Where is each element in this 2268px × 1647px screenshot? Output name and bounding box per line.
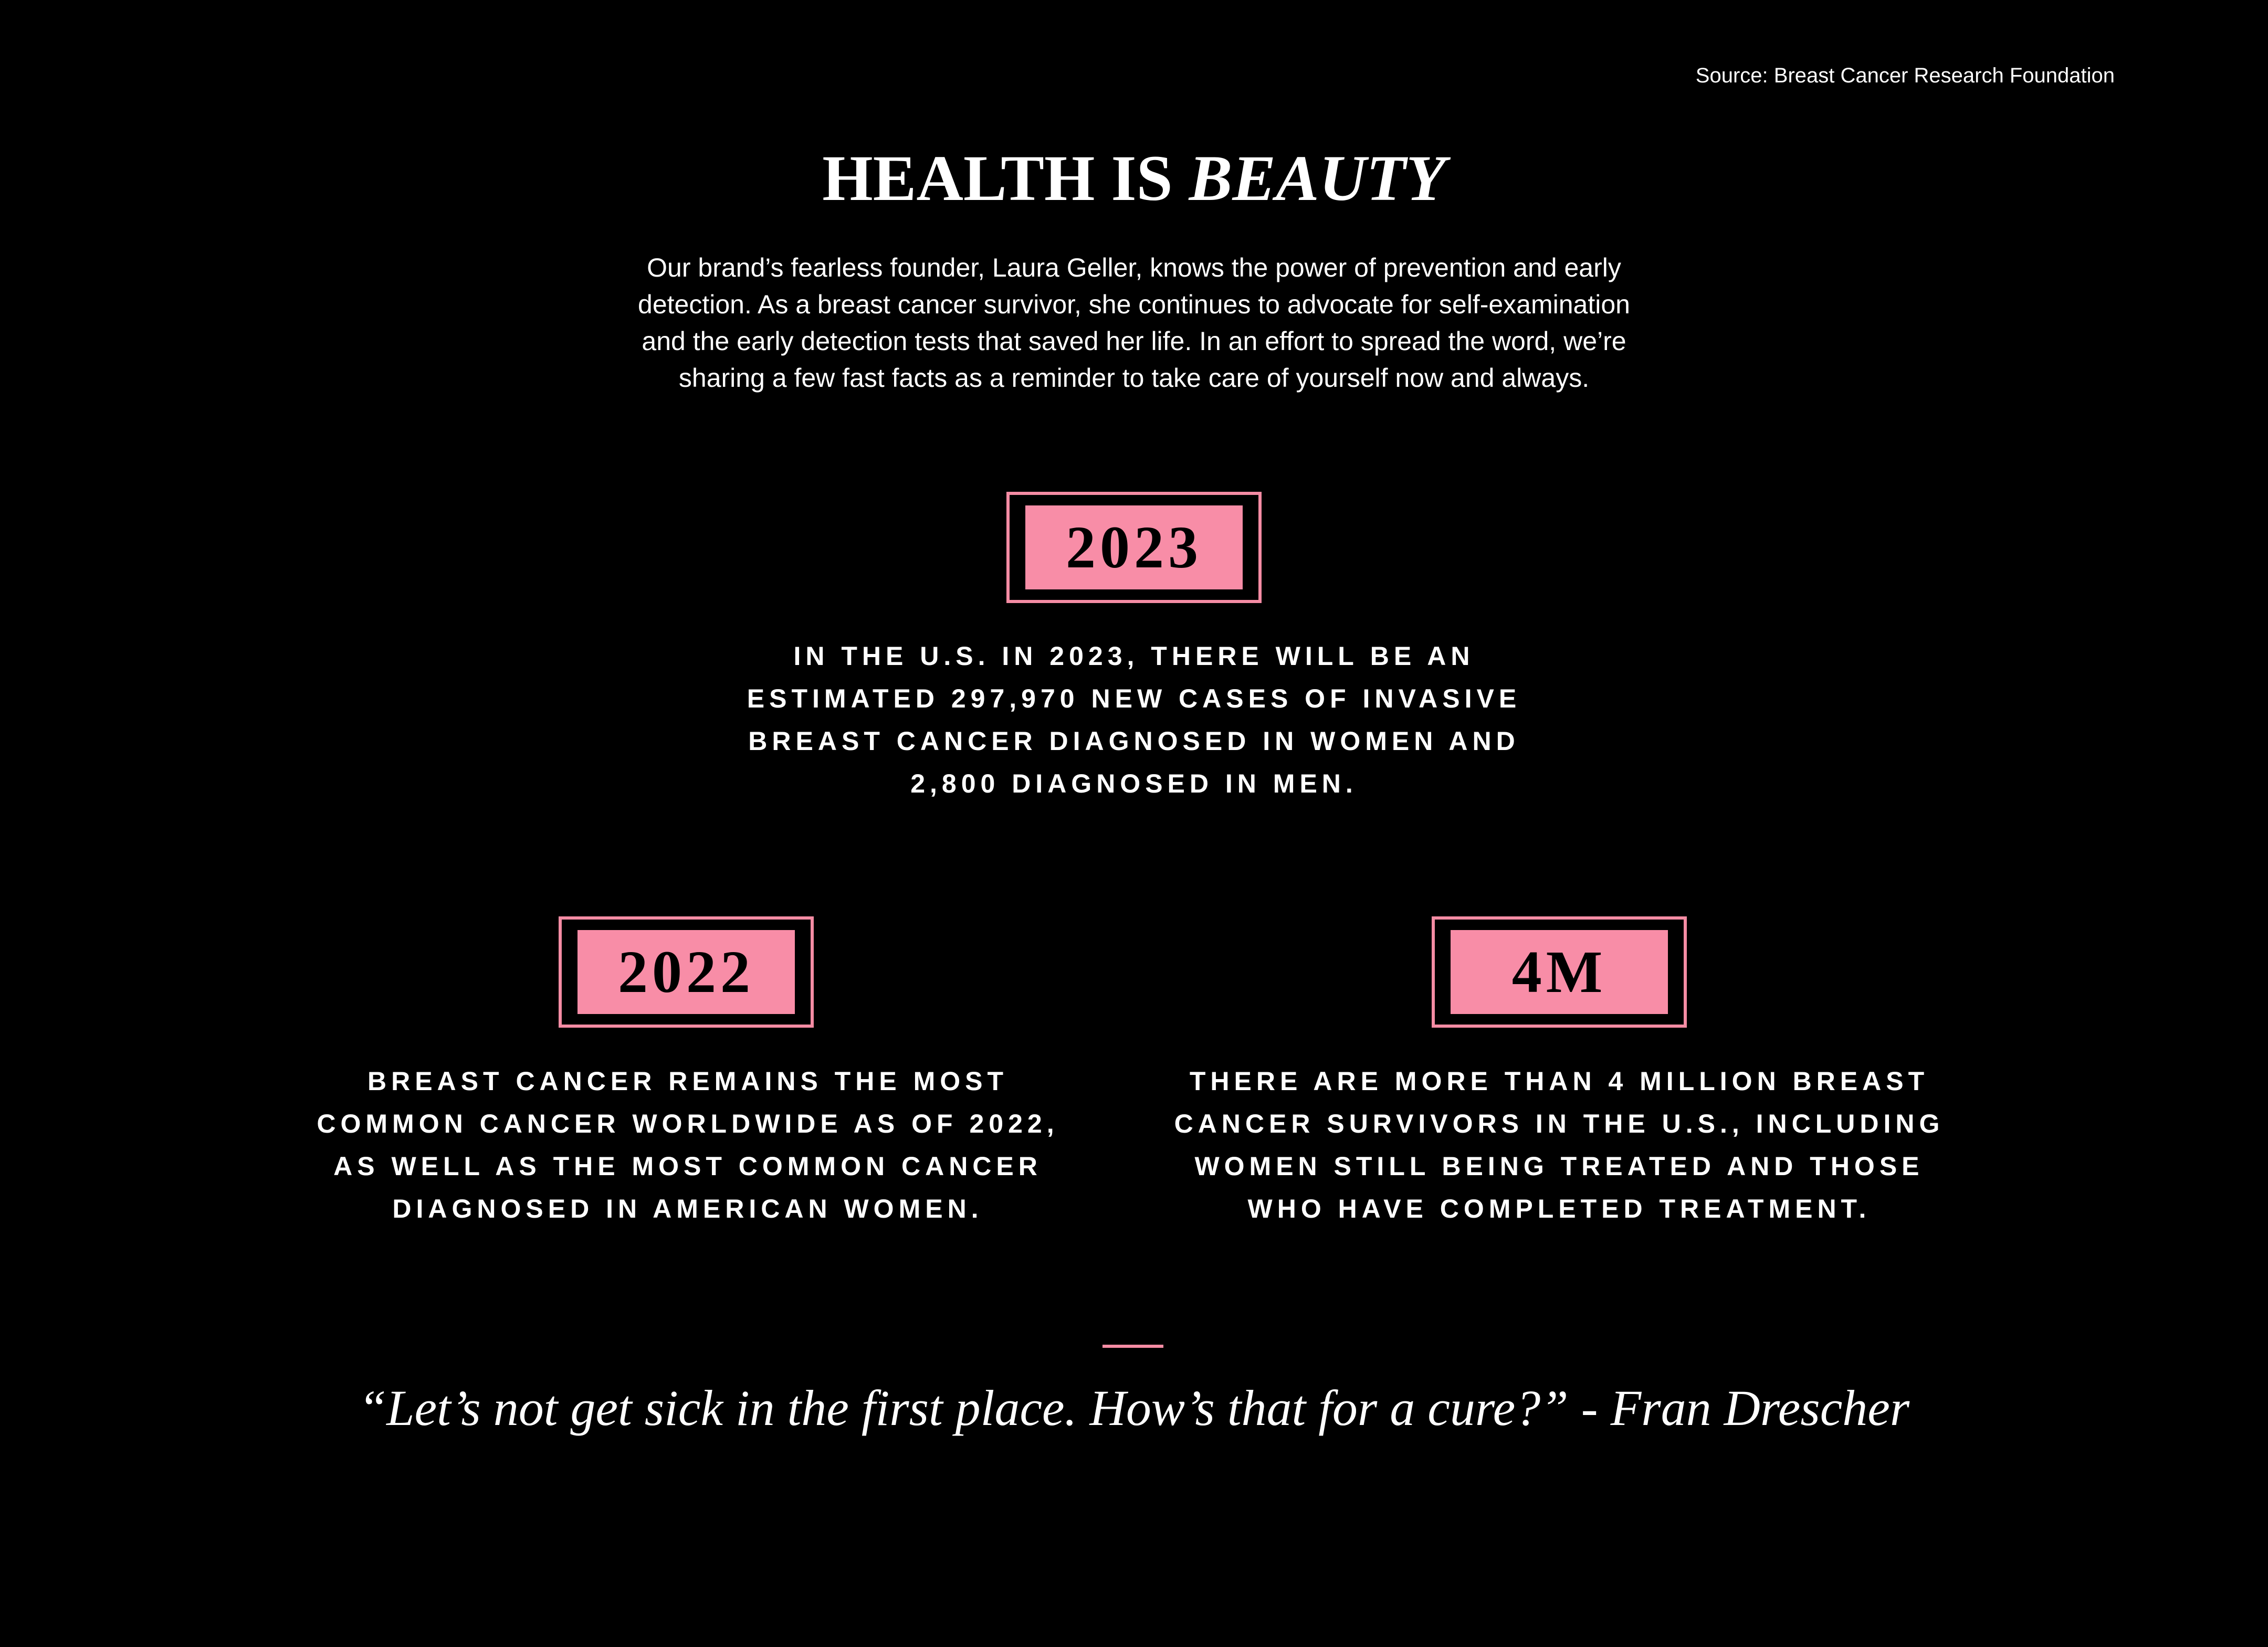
badge-fill	[1025, 505, 1243, 589]
page-title	[0, 142, 2268, 215]
source-credit: Source: Breast Cancer Research Foundation	[1695, 64, 2115, 87]
title-emphasis: BEAUTY	[1189, 142, 1446, 214]
fact-line: WHO HAVE COMPLETED TREATMENT.	[1247, 1194, 1871, 1223]
badge-fill	[1451, 930, 1668, 1014]
badge-value: 4M	[1511, 938, 1607, 1005]
fact-text-2022	[268, 1060, 1108, 1230]
fact-line: IN THE U.S. IN 2023, THERE WILL BE AN	[793, 641, 1475, 671]
intro-line: detection. As a breast cancer survivor, she continues to advocate for self-examination	[638, 290, 1630, 319]
intro-line: and the early detection tests that saved her life. In an effort to spread the word, we’re	[642, 326, 1626, 356]
fact-badge-2023	[1006, 492, 1262, 603]
fact-line: WOMEN STILL BEING TREATED AND THOSE	[1194, 1152, 1924, 1181]
title-main: HEALTH IS	[822, 142, 1189, 214]
fact-line: DIAGNOSED IN AMERICAN WOMEN.	[392, 1194, 983, 1223]
badge-value: 2022	[618, 938, 754, 1005]
quote-text: “Let’s not get sick in the first place. How’s that for a cure?” - Fran Drescher	[358, 1380, 1910, 1436]
fact-line: BREAST CANCER REMAINS THE MOST	[367, 1067, 1009, 1096]
fact-line: AS WELL AS THE MOST COMMON CANCER	[333, 1152, 1042, 1181]
fact-text-2023	[662, 635, 1606, 805]
fact-line: COMMON CANCER WORLDWIDE AS OF 2022,	[317, 1109, 1059, 1138]
badge-value: 2023	[1066, 514, 1202, 580]
fact-line: CANCER SURVIVORS IN THE U.S., INCLUDING	[1174, 1109, 1945, 1138]
fact-line: BREAST CANCER DIAGNOSED IN WOMEN AND	[748, 726, 1520, 756]
fact-line: ESTIMATED 297,970 NEW CASES OF INVASIVE	[747, 684, 1521, 713]
fact-text-4m	[1139, 1060, 1979, 1230]
quote-divider	[1102, 1345, 1163, 1348]
intro-line: sharing a few fast facts as a reminder to take care of yourself now and always.	[678, 363, 1590, 393]
fact-line: 2,800 DIAGNOSED IN MEN.	[910, 769, 1358, 798]
badge-fill	[578, 930, 795, 1014]
fact-badge-4m	[1432, 916, 1687, 1028]
intro-line: Our brand’s fearless founder, Laura Geller, knows the power of prevention and early	[647, 253, 1621, 282]
fact-badge-2022	[559, 916, 814, 1028]
fact-line: THERE ARE MORE THAN 4 MILLION BREAST	[1189, 1067, 1929, 1096]
intro-paragraph	[583, 249, 1685, 396]
